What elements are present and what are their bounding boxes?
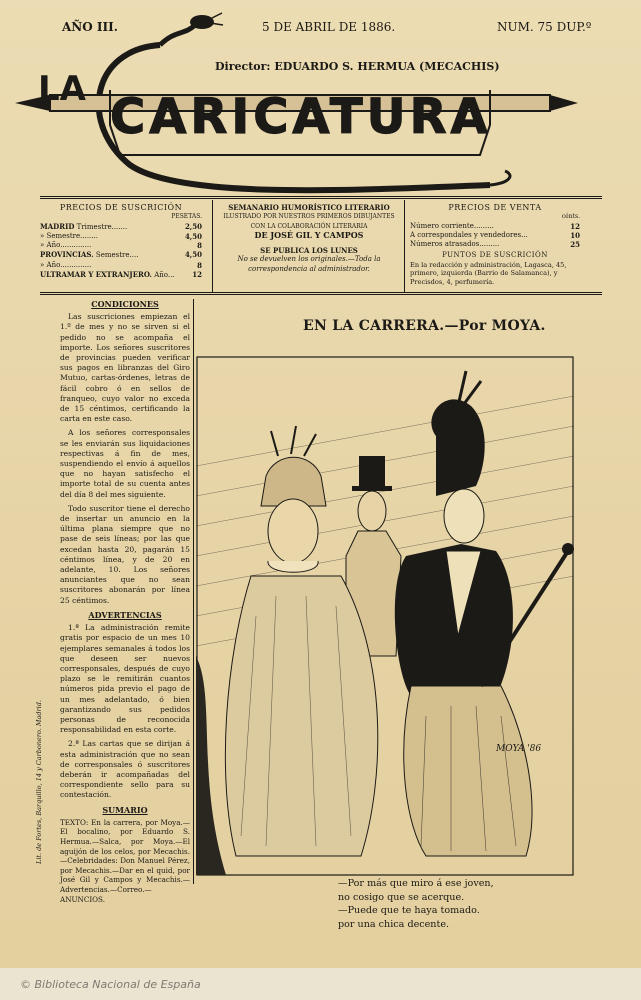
conditions-title: CONDICIONES (91, 299, 159, 309)
caption-line: por una chica decente. (338, 918, 450, 930)
publication-day: SE PUBLICA LOS LUNES (260, 246, 358, 256)
sale-prices (410, 203, 580, 286)
director-line: Director: EDUARDO S. HERMUA (MECACHIS) (215, 60, 500, 73)
sales-row: A correspondales y vendedores... 10 (410, 230, 580, 240)
summary-text: TEXTO: En la carrera, por Moya.—El bocalino, por Eduardo S. Hermua.—Salca, por Moya.—El aguijón de los celos, por Mecachis.—Celebridades: Don Manuel Pérez, por Mecachis.—Dar en el quid, por José Gil y Campos y Mecachis.—Advertencias.—Correo.—ANUNCIOS. (60, 817, 190, 904)
column-divider (193, 299, 194, 884)
conditions-paragraph: Las suscriciones empiezan el 1.º de mes y no se sirven si el pedido no se acompaña el importe. Los señores suscritores de provincias pueden verificar sus pagos en libranzas del Giro Mutuo, cartas-órdenes, letras de fácil cobro ó en sellos de franqueo, cuyo valor no exceda de 15 céntimos, certificando la carta en este caso. (60, 312, 190, 424)
publication-author: DE JOSÉ GIL Y CAMPOS (254, 229, 364, 240)
masthead-la: LA (38, 69, 86, 109)
subscription-row: MADRID Trimestre....... 2,50 (40, 221, 202, 231)
sales-unit: cénts. (561, 213, 580, 221)
subscription-row: ULTRAMAR Y EXTRANJERO. Año... 12 (40, 270, 202, 280)
warnings-paragraph: 2.ª Las cartas que se dirijan á esta administración que no sean de corresponsales ó suscritores deberán ir acompañadas del correspondiente sello para su contestación. (60, 739, 190, 800)
header-divider (212, 200, 213, 292)
subscription-prices (40, 203, 202, 280)
library-credit: © Biblioteca Nacional de España (20, 978, 201, 991)
article-title: EN LA CARRERA.—Por MOYA. (303, 318, 546, 334)
sales-title: PRECIOS DE VENTA (448, 203, 542, 212)
publication-note-2: correspondencia al administrador. (248, 264, 370, 273)
publication-note-1: No se devuelven los originales.—Toda la (237, 255, 381, 264)
subscription-row: » Año.............. 8 (40, 241, 202, 251)
header-rule-top (40, 196, 602, 199)
sales-row: Número corriente......... 12 (410, 221, 580, 231)
header-rule-bottom (40, 292, 602, 295)
publication-type: SEMANARIO HUMORÍSTICO LITERARIO (228, 203, 390, 212)
caption-line: —Puede que te haya tomado. (338, 905, 480, 916)
printer-imprint: Lit. de Fortes, Barquillo, 14 y Carbonero. Madrid. (35, 700, 43, 864)
footer-bar (0, 968, 641, 1000)
publication-collaboration: CON LA COLABORACIÓN LITERARIA (250, 222, 368, 230)
masthead-title: CARICATURA (110, 89, 492, 145)
subscription-title: PRECIOS DE SUSCRICIÓN (59, 203, 183, 212)
publication-info (218, 203, 400, 274)
date-label: 5 DE ABRIL DE 1886. (262, 20, 396, 34)
subscription-row: » Semestre........ 4,50 (40, 231, 202, 241)
summary-title: SUMARIO (102, 804, 148, 815)
subscription-currency: PESETAS. (171, 213, 202, 221)
subscription-row: PROVINCIAS. Semestre.... 4,50 (40, 250, 202, 260)
artist-signature: MOYA '86 (496, 744, 542, 754)
conditions-paragraph: Todo suscritor tiene el derecho de insertar un anuncio en la última plana siempre que no pase de seis líneas; por las que excedan hasta 20, pagarán 15 céntimos línea, y de 20 en adelante, 10. Los señores anunciantes que no sean suscritores abonarán por línea 25 céntimos. (60, 503, 190, 605)
masthead-logo (10, 5, 590, 195)
points-title: PUNTOS DE SUSCRICIÓN (442, 251, 548, 260)
publication-illustrators: ILUSTRADO POR NUESTROS PRIMEROS DIBUJANTES (223, 213, 395, 221)
conditions-paragraph: A los señores corresponsales se les enviarán sus liquidaciones respectivas á fin de mes, suspendiendo el envío á aquellos que no hayan satisfecho el importe total de su cuenta antes del día 8 del mes siguiente. (60, 428, 190, 499)
warnings-paragraph: 1.ª La administración remite gratis por espacio de un mes 10 ejemplares semanales á todos los que deseen ser nuevos corresponsales, después de cuyo plazo se le remitirán cuantos números pida previo el pago de un mes adelantado, ó bien garantizando sus pedidos personas de reconocida responsabilidad en esta corte. (60, 623, 190, 735)
year-label: AÑO III. (62, 20, 118, 34)
subscription-row: » Año.............. 8 (40, 260, 202, 270)
header-divider (404, 200, 405, 292)
warnings-title: ADVERTENCIAS (88, 609, 162, 620)
issue-number: NUM. 75 DUP.º (497, 20, 592, 34)
caption-line: —Por más que miro á ese joven, (338, 878, 494, 889)
caricature-illustration (196, 356, 574, 876)
points-text: En la redacción y administración, Lagasca, 45, primero, izquierda (Barrio de Salamanca), y Precisdos, 4, perfumería. (410, 260, 567, 286)
left-column (60, 299, 190, 908)
sales-row: Números atrasados......... 25 (410, 240, 580, 250)
caption-line: no cosigo que se acerque. (338, 891, 465, 903)
illustration-caption (338, 877, 494, 931)
